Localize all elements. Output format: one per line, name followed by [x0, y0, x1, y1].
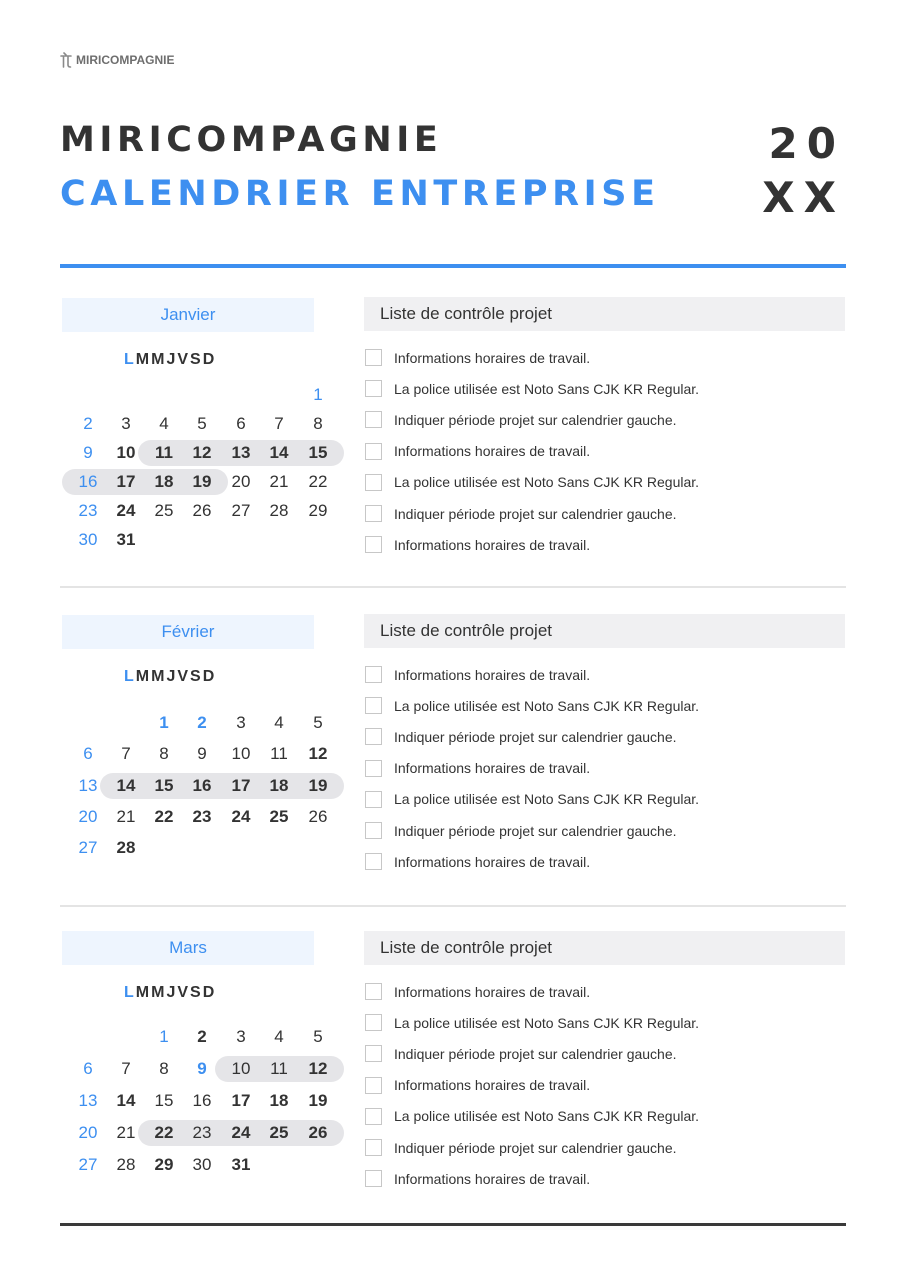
- calendar-day[interactable]: 9: [197, 1059, 207, 1078]
- month-calendar-janvier: [60, 298, 340, 588]
- month-title: Mars: [62, 931, 314, 965]
- checklist-item-label: Informations horaires de travail.: [394, 983, 591, 1000]
- checklist-item: [364, 498, 845, 529]
- calendar-day[interactable]: 17: [116, 472, 136, 491]
- weekday-label: D: [202, 351, 217, 368]
- checklist-item: [364, 404, 845, 435]
- calendar-day[interactable]: 7: [121, 744, 131, 763]
- checkbox[interactable]: [365, 1170, 382, 1187]
- checklist-item-label: Informations horaires de travail.: [394, 760, 591, 777]
- section-divider: [60, 905, 846, 907]
- weekday-label: J: [166, 351, 178, 368]
- checklist-item: [364, 721, 845, 752]
- calendar-day[interactable]: 22: [308, 472, 328, 491]
- calendar-day[interactable]: 15: [308, 443, 328, 462]
- calendar-day[interactable]: 4: [274, 713, 284, 732]
- weekday-label: M: [151, 668, 167, 685]
- calendar-day[interactable]: 15: [154, 1091, 174, 1110]
- month-title: Janvier: [62, 298, 314, 332]
- checklist-item-label: Indiquer période projet sur calendrier gauche.: [394, 822, 677, 839]
- day-grid: [60, 298, 340, 588]
- checklist-item: [364, 1163, 845, 1194]
- weekday-label: M: [135, 351, 152, 368]
- calendar-day[interactable]: 20: [78, 1123, 98, 1142]
- calendar-day[interactable]: 6: [236, 414, 246, 433]
- checklist-items: [364, 342, 845, 560]
- checkbox[interactable]: [365, 474, 382, 491]
- footer-divider: [60, 1223, 846, 1226]
- calendar-day[interactable]: 12: [192, 443, 212, 462]
- checklist-item: [364, 1038, 845, 1069]
- calendar-day[interactable]: 27: [78, 838, 98, 857]
- calendar-day[interactable]: 27: [78, 1155, 98, 1174]
- calendar-day[interactable]: 19: [192, 472, 212, 491]
- checklist-item: [364, 815, 845, 846]
- month-calendar-mars: [60, 931, 340, 1221]
- calendar-day[interactable]: 23: [192, 807, 212, 826]
- calendar-day[interactable]: 9: [197, 744, 207, 763]
- checklist-item: [364, 373, 845, 404]
- calendar-day[interactable]: 15: [154, 776, 174, 795]
- calendar-day[interactable]: 25: [269, 1123, 289, 1142]
- checkbox[interactable]: [365, 1108, 382, 1125]
- checklist-item-label: La police utilisée est Noto Sans CJK KR Regular.: [394, 1014, 700, 1031]
- checkbox[interactable]: [365, 349, 382, 366]
- checklist-item: [364, 976, 845, 1007]
- checkbox[interactable]: [365, 380, 382, 397]
- calendar-day[interactable]: 10: [231, 744, 251, 763]
- project-checklist: [364, 297, 845, 560]
- calendar-day[interactable]: 16: [192, 1091, 212, 1110]
- calendar-day[interactable]: 4: [159, 414, 169, 433]
- calendar-day[interactable]: 2: [83, 414, 93, 433]
- checklist-item-label: Indiquer période projet sur calendrier gauche.: [394, 505, 677, 522]
- calendar-day[interactable]: 18: [269, 1091, 289, 1110]
- calendar-day[interactable]: 8: [159, 1059, 169, 1078]
- weekday-label: V: [177, 668, 191, 685]
- checklist-item-label: Informations horaires de travail.: [394, 853, 591, 870]
- calendar-day[interactable]: 16: [78, 472, 98, 491]
- calendar-day[interactable]: 28: [269, 501, 289, 520]
- calendar-day[interactable]: 8: [313, 414, 323, 433]
- header-divider: [60, 264, 846, 268]
- weekday-label: J: [166, 984, 178, 1001]
- weekday-label: M: [151, 351, 167, 368]
- calendar-day[interactable]: 21: [116, 807, 136, 826]
- weekday-label: S: [190, 984, 203, 1001]
- calendar-day[interactable]: 14: [269, 443, 289, 462]
- checklist-item: [364, 690, 845, 721]
- calendar-day[interactable]: 17: [231, 1091, 251, 1110]
- calendar-day[interactable]: 11: [270, 744, 288, 763]
- calendar-day[interactable]: 30: [192, 1155, 212, 1174]
- checklist-item-label: La police utilisée est Noto Sans CJK KR Regular.: [394, 380, 700, 397]
- calendar-day[interactable]: 8: [159, 744, 169, 763]
- checkbox[interactable]: [365, 1014, 382, 1031]
- checkbox[interactable]: [365, 983, 382, 1000]
- weekday-label: D: [202, 984, 217, 1001]
- checklist-item: [364, 659, 845, 690]
- calendar-day[interactable]: 4: [274, 1027, 284, 1046]
- calendar-day[interactable]: 24: [116, 501, 136, 520]
- checkbox[interactable]: [365, 791, 382, 808]
- calendar-title: CALENDRIER ENTREPRISE: [60, 174, 660, 214]
- calendar-day[interactable]: 13: [231, 443, 251, 462]
- project-checklist: [364, 931, 845, 1194]
- calendar-day[interactable]: 6: [83, 1059, 93, 1078]
- calendar-day[interactable]: 7: [121, 1059, 131, 1078]
- checklist-item-label: Informations horaires de travail.: [394, 536, 591, 553]
- calendar-day[interactable]: 27: [231, 501, 251, 520]
- weekday-label: M: [151, 984, 167, 1001]
- checkbox[interactable]: [365, 443, 382, 460]
- year-line-1: 20: [768, 119, 845, 168]
- calendar-day[interactable]: 22: [154, 807, 174, 826]
- checklist-item: [364, 753, 845, 784]
- checklist-item: [364, 467, 845, 498]
- calendar-day[interactable]: 1: [159, 713, 169, 732]
- checklist-item-label: Informations horaires de travail.: [394, 1077, 591, 1094]
- checklist-title: Liste de contrôle projet: [364, 931, 845, 965]
- checkbox[interactable]: [365, 1077, 382, 1094]
- checklist-item-label: Indiquer période projet sur calendrier gauche.: [394, 1139, 677, 1156]
- checkbox[interactable]: [365, 760, 382, 777]
- calendar-day[interactable]: 29: [308, 501, 328, 520]
- checkbox[interactable]: [365, 505, 382, 522]
- calendar-day[interactable]: 2: [197, 1027, 207, 1046]
- checklist-item: [364, 342, 845, 373]
- calendar-day[interactable]: 23: [78, 501, 98, 520]
- calendar-day[interactable]: 5: [313, 713, 323, 732]
- calendar-day[interactable]: 11: [155, 443, 173, 462]
- checklist-item: [364, 1101, 845, 1132]
- checklist-title: Liste de contrôle projet: [364, 614, 845, 648]
- checklist-items: [364, 659, 845, 877]
- calendar-day[interactable]: 5: [197, 414, 207, 433]
- checklist-item-label: Indiquer période projet sur calendrier gauche.: [394, 728, 677, 745]
- brand-name: MIRICOMPAGNIE: [76, 53, 175, 67]
- calendar-day[interactable]: 21: [116, 1123, 136, 1142]
- calendar-day[interactable]: 2: [197, 713, 207, 732]
- calendar-day[interactable]: 25: [154, 501, 174, 520]
- calendar-day[interactable]: 25: [269, 807, 289, 826]
- calendar-day[interactable]: 22: [154, 1123, 174, 1142]
- calendar-day[interactable]: 20: [231, 472, 251, 491]
- calendar-day[interactable]: 24: [231, 807, 251, 826]
- calendar-day[interactable]: 19: [308, 1091, 328, 1110]
- brand: [60, 52, 174, 68]
- checklist-item-label: La police utilisée est Noto Sans CJK KR Regular.: [394, 1108, 700, 1125]
- calendar-day[interactable]: 16: [192, 776, 212, 795]
- month-title: Février: [62, 615, 314, 649]
- checkbox[interactable]: [365, 536, 382, 553]
- calendar-day[interactable]: 9: [83, 443, 93, 462]
- weekday-label: L: [124, 984, 136, 1001]
- calendar-day[interactable]: 10: [231, 1059, 251, 1078]
- calendar-day[interactable]: 10: [116, 443, 136, 462]
- calendar-day[interactable]: 31: [116, 530, 136, 549]
- checklist-item-label: Informations horaires de travail.: [394, 1170, 591, 1187]
- checkbox[interactable]: [365, 822, 382, 839]
- checkbox[interactable]: [365, 1139, 382, 1156]
- weekday-label: V: [177, 351, 191, 368]
- weekday-label: M: [135, 668, 152, 685]
- calendar-day[interactable]: 7: [274, 414, 284, 433]
- checklist-item-label: La police utilisée est Noto Sans CJK KR Regular.: [394, 697, 700, 714]
- calendar-day[interactable]: 30: [78, 530, 98, 549]
- project-checklist: [364, 614, 845, 877]
- weekday-label: L: [124, 668, 136, 685]
- calendar-day[interactable]: 21: [269, 472, 289, 491]
- day-grid: [60, 615, 340, 905]
- day-grid: [60, 931, 340, 1221]
- checklist-item: [364, 1007, 845, 1038]
- weekday-label: L: [124, 351, 136, 368]
- checklist-item: [364, 529, 845, 560]
- checkbox[interactable]: [365, 697, 382, 714]
- calendar-day[interactable]: 31: [231, 1155, 251, 1174]
- checkbox[interactable]: [365, 853, 382, 870]
- calendar-day[interactable]: 17: [231, 776, 251, 795]
- calendar-day[interactable]: 13: [78, 1091, 98, 1110]
- checklist-item: [364, 784, 845, 815]
- checklist-item: [364, 1132, 845, 1163]
- calendar-day[interactable]: 24: [231, 1123, 251, 1142]
- checklist-item: [364, 436, 845, 467]
- checklist-item-label: La police utilisée est Noto Sans CJK KR Regular.: [394, 474, 700, 491]
- calendar-day[interactable]: 18: [154, 472, 174, 491]
- checklist-item: [364, 846, 845, 877]
- calendar-day[interactable]: 26: [308, 1123, 328, 1142]
- calendar-day[interactable]: 11: [270, 1059, 288, 1078]
- weekday-label: D: [202, 668, 217, 685]
- calendar-day[interactable]: 1: [313, 385, 323, 404]
- checklist-item-label: La police utilisée est Noto Sans CJK KR Regular.: [394, 791, 700, 808]
- calendar-day[interactable]: 3: [236, 1027, 246, 1046]
- checklist-items: [364, 976, 845, 1194]
- calendar-day[interactable]: 23: [192, 1123, 212, 1142]
- weekday-label: M: [135, 984, 152, 1001]
- checkbox[interactable]: [365, 1045, 382, 1062]
- calendar-day[interactable]: 26: [192, 501, 212, 520]
- checklist-item-label: Informations horaires de travail.: [394, 443, 591, 460]
- calendar-day[interactable]: 13: [78, 776, 98, 795]
- checklist-item-label: Informations horaires de travail.: [394, 666, 591, 683]
- month-calendar-fevrier: [60, 615, 340, 905]
- calendar-day[interactable]: 12: [308, 1059, 328, 1078]
- calendar-day[interactable]: 18: [269, 776, 289, 795]
- checklist-item-label: Indiquer période projet sur calendrier gauche.: [394, 1045, 677, 1062]
- calendar-day[interactable]: 12: [308, 744, 328, 763]
- pi-logo-icon: [60, 52, 72, 68]
- calendar-day[interactable]: 28: [116, 1155, 136, 1174]
- calendar-day[interactable]: 14: [116, 1091, 136, 1110]
- checklist-item: [364, 1070, 845, 1101]
- calendar-day[interactable]: 5: [313, 1027, 323, 1046]
- weekday-label: S: [190, 668, 203, 685]
- calendar-day[interactable]: 28: [116, 838, 136, 857]
- checklist-title: Liste de contrôle projet: [364, 297, 845, 331]
- section-divider: [60, 586, 846, 588]
- calendar-day[interactable]: 20: [78, 807, 98, 826]
- calendar-day[interactable]: 6: [83, 744, 93, 763]
- company-title: MIRICOMPAGNIE: [60, 120, 443, 160]
- checkbox[interactable]: [365, 666, 382, 683]
- checkbox[interactable]: [365, 411, 382, 428]
- calendar-day[interactable]: 1: [159, 1027, 169, 1046]
- calendar-day[interactable]: 14: [116, 776, 136, 795]
- calendar-day[interactable]: 3: [236, 713, 246, 732]
- weekday-label: V: [177, 984, 191, 1001]
- weekday-label: S: [190, 351, 203, 368]
- calendar-day[interactable]: 26: [308, 807, 328, 826]
- weekday-label: J: [166, 668, 178, 685]
- checklist-item-label: Indiquer période projet sur calendrier gauche.: [394, 411, 677, 428]
- checkbox[interactable]: [365, 728, 382, 745]
- calendar-day[interactable]: 3: [121, 414, 131, 433]
- calendar-day[interactable]: 19: [308, 776, 328, 795]
- checklist-item-label: Informations horaires de travail.: [394, 349, 591, 366]
- year-line-2: XX: [762, 173, 845, 222]
- calendar-day[interactable]: 29: [154, 1155, 174, 1174]
